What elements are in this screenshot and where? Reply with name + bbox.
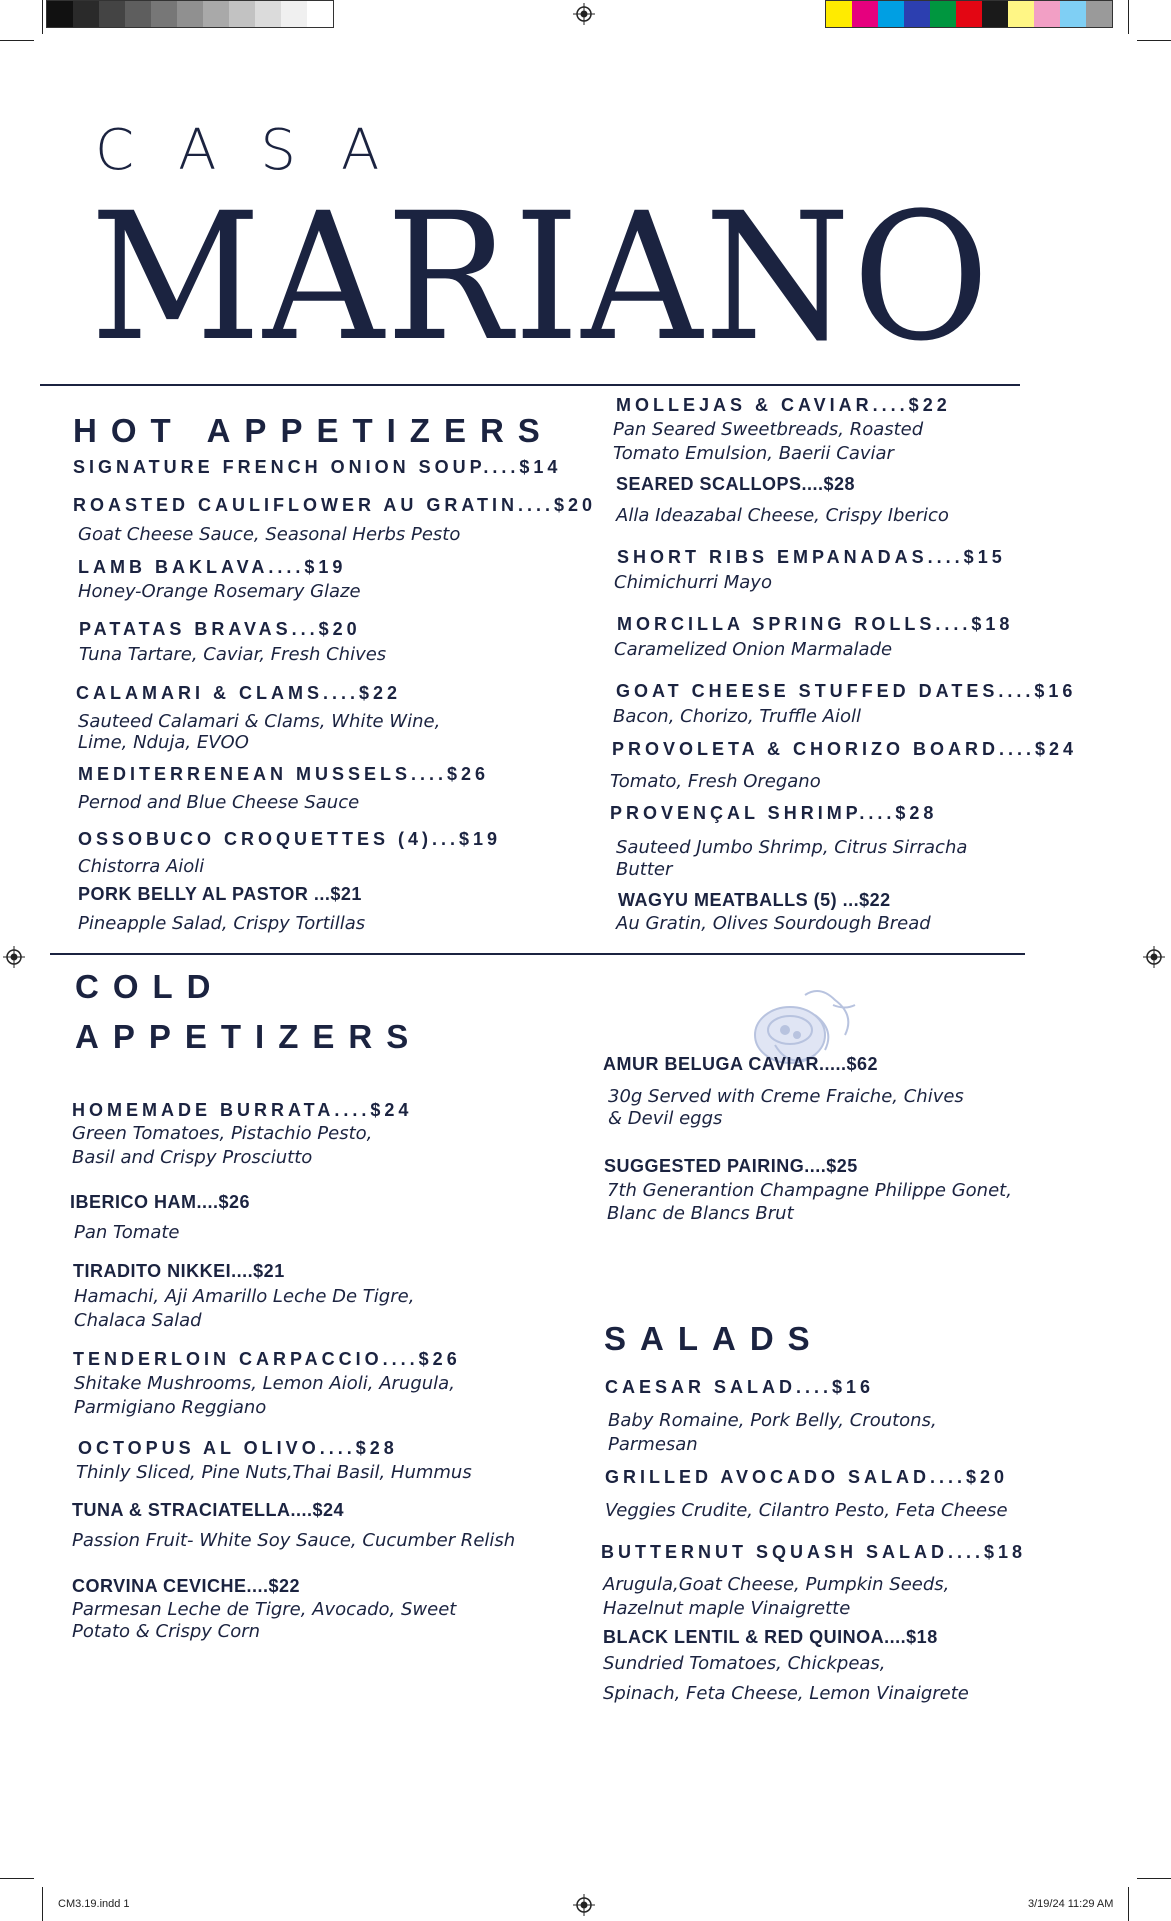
- menu-item-description: 7th Generantion Champagne Philippe Gonet,: [607, 1180, 1012, 1201]
- menu-item-description: Bacon, Chorizo, Truffle Aioll: [613, 706, 861, 727]
- crop-mark: [1137, 40, 1171, 41]
- menu-item-name: MEDITERRENEAN MUSSELS....$26: [78, 764, 490, 784]
- section-divider: [50, 953, 1025, 955]
- menu-item-name: CORVINA CEVICHE....$22: [72, 1576, 301, 1596]
- menu-item-description: Alla Ideazabal Cheese, Crispy Iberico: [616, 505, 949, 526]
- menu-item-name: OCTOPUS AL OLIVO....$28: [78, 1438, 398, 1458]
- menu-item-description: Parmesan Leche de Tigre, Avocado, Sweet: [72, 1599, 457, 1620]
- menu-item-description: Hazelnut maple Vinaigrette: [603, 1598, 851, 1619]
- menu-item-description: Sauteed Calamari & Clams, White Wine,: [78, 711, 441, 732]
- cold-appetizers-title-line2: APPETIZERS: [75, 1018, 423, 1055]
- menu-item-description: Lime, Nduja, EVOO: [78, 732, 249, 753]
- brand-mariano: MARIANO: [90, 175, 992, 380]
- menu-item-name: IBERICO HAM....$26: [70, 1192, 251, 1212]
- menu-item-description: 30g Served with Creme Fraiche, Chives: [608, 1086, 964, 1107]
- menu-item-name: PROVOLETA & CHORIZO BOARD....$24: [612, 739, 1078, 759]
- menu-item-description: Pan Tomate: [74, 1222, 180, 1243]
- menu-item-description: Chistorra Aioli: [78, 856, 205, 877]
- crop-mark: [42, 0, 43, 34]
- menu-item-name: SHORT RIBS EMPANADAS....$15: [617, 547, 1006, 567]
- menu-item-name: GRILLED AVOCADO SALAD....$20: [605, 1467, 1009, 1487]
- menu-item-name: SIGNATURE FRENCH ONION SOUP....$14: [73, 457, 562, 477]
- menu-item-description: Potato & Crispy Corn: [72, 1621, 261, 1642]
- grayscale-color-bar: [46, 0, 334, 28]
- registration-mark-icon: [3, 946, 25, 968]
- menu-item-description: Pernod and Blue Cheese Sauce: [78, 792, 360, 813]
- menu-item-description: Passion Fruit- White Soy Sauce, Cucumber Relish: [72, 1530, 516, 1551]
- crop-mark: [42, 1887, 43, 1921]
- menu-item-description: Thinly Sliced, Pine Nuts,Thai Basil, Hummus: [76, 1462, 472, 1483]
- file-slug: CM3.19.indd 1: [58, 1898, 130, 1910]
- crop-mark: [0, 40, 34, 41]
- menu-item-name: WAGYU MEATBALLS (5) ...$22: [618, 890, 891, 910]
- menu-item-description: Caramelized Onion Marmalade: [614, 639, 893, 660]
- menu-item-description: Parmesan: [608, 1434, 698, 1455]
- menu-item-description: Honey-Orange Rosemary Glaze: [78, 581, 361, 602]
- menu-item-name: BUTTERNUT SQUASH SALAD....$18: [601, 1542, 1027, 1562]
- brand-casa: CASA: [95, 118, 424, 183]
- crop-mark: [1137, 1878, 1171, 1879]
- menu-item-description: Tuna Tartare, Caviar, Fresh Chives: [79, 644, 387, 665]
- menu-item-name: PROVENÇAL SHRIMP....$28: [610, 803, 938, 823]
- crop-mark: [0, 1878, 34, 1879]
- menu-item-name: ROASTED CAULIFLOWER AU GRATIN....$20: [73, 495, 597, 515]
- menu-item-name: SEARED SCALLOPS....$28: [616, 474, 856, 494]
- menu-item-name: SUGGESTED PAIRING....$25: [604, 1156, 858, 1176]
- menu-item-description: Green Tomatoes, Pistachio Pesto,: [72, 1123, 373, 1144]
- menu-item-name: LAMB BAKLAVA....$19: [78, 557, 347, 577]
- crop-mark: [1128, 1887, 1129, 1921]
- menu-item-description: Chimichurri Mayo: [614, 572, 772, 593]
- menu-item-name: MOLLEJAS & CAVIAR....$22: [616, 395, 951, 415]
- menu-item-name: GOAT CHEESE STUFFED DATES....$16: [616, 681, 1077, 701]
- menu-item-description: Tomato Emulsion, Baerii Caviar: [613, 443, 894, 464]
- menu-item-description: Chalaca Salad: [74, 1310, 202, 1331]
- date-slug: 3/19/24 11:29 AM: [1028, 1898, 1114, 1910]
- menu-item-description: Blanc de Blancs Brut: [607, 1203, 794, 1224]
- menu-item-description: & Devil eggs: [608, 1108, 723, 1129]
- registration-mark-icon: [573, 3, 595, 25]
- crop-mark: [1128, 0, 1129, 34]
- caviar-tin-sketch-icon: [745, 975, 875, 1095]
- menu-item-name: TIRADITO NIKKEI....$21: [73, 1261, 285, 1281]
- process-color-bar: [825, 0, 1113, 28]
- registration-mark-icon: [1143, 946, 1165, 968]
- menu-item-description: Butter: [616, 859, 673, 880]
- menu-item-name: BLACK LENTIL & RED QUINOA....$18: [603, 1627, 938, 1647]
- menu-item-description: Basil and Crispy Prosciutto: [72, 1147, 313, 1168]
- menu-item-description: Tomato, Fresh Oregano: [610, 771, 821, 792]
- menu-item-name: PORK BELLY AL PASTOR ...$21: [78, 884, 362, 904]
- menu-item-description: Au Gratin, Olives Sourdough Bread: [616, 913, 931, 934]
- hot-appetizers-title: HOT APPETIZERS: [73, 412, 554, 449]
- menu-item-name: MORCILLA SPRING ROLLS....$18: [617, 614, 1014, 634]
- menu-item-description: Arugula,Goat Cheese, Pumpkin Seeds,: [603, 1574, 950, 1595]
- menu-item-description: Goat Cheese Sauce, Seasonal Herbs Pesto: [78, 524, 461, 545]
- header-divider: [40, 384, 1020, 386]
- menu-item-description: Sundried Tomatoes, Chickpeas,: [603, 1653, 886, 1674]
- menu-item-name: PATATAS BRAVAS...$20: [79, 619, 361, 639]
- menu-item-description: Pineapple Salad, Crispy Tortillas: [78, 913, 366, 934]
- registration-mark-icon: [573, 1894, 595, 1916]
- menu-item-name: HOMEMADE BURRATA....$24: [72, 1100, 413, 1120]
- menu-item-description: Shitake Mushrooms, Lemon Aioli, Arugula,: [74, 1373, 455, 1394]
- menu-item-name: OSSOBUCO CROQUETTES (4)...$19: [78, 829, 502, 849]
- menu-item-description: Hamachi, Aji Amarillo Leche De Tigre,: [74, 1286, 415, 1307]
- menu-item-name: AMUR BELUGA CAVIAR.....$62: [603, 1054, 879, 1074]
- menu-item-name: TENDERLOIN CARPACCIO....$26: [73, 1349, 461, 1369]
- menu-item-name: TUNA & STRACIATELLA....$24: [72, 1500, 345, 1520]
- menu-item-description: Veggies Crudite, Cilantro Pesto, Feta Cheese: [605, 1500, 1008, 1521]
- menu-item-name: CAESAR SALAD....$16: [605, 1377, 875, 1397]
- menu-item-description: Sauteed Jumbo Shrimp, Citrus Sirracha: [616, 837, 968, 858]
- menu-item-name: CALAMARI & CLAMS....$22: [76, 683, 402, 703]
- menu-item-description: Pan Seared Sweetbreads, Roasted: [613, 419, 924, 440]
- menu-item-description: Parmigiano Reggiano: [74, 1397, 267, 1418]
- menu-item-description: Baby Romaine, Pork Belly, Croutons,: [608, 1410, 937, 1431]
- cold-appetizers-title-line1: COLD: [75, 968, 225, 1005]
- salads-title: SALADS: [604, 1320, 824, 1357]
- menu-item-description: Spinach, Feta Cheese, Lemon Vinaigrete: [603, 1683, 969, 1704]
